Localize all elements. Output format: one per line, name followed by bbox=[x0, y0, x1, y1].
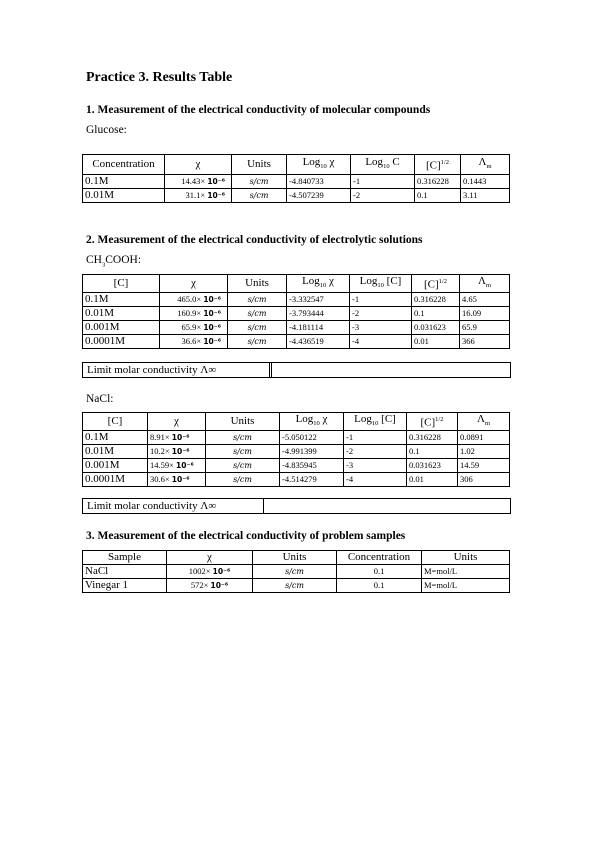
header-conc-units: Units bbox=[422, 551, 510, 565]
cell-chi: 160.9× 10⁻⁶ bbox=[160, 307, 228, 321]
cell-chi: 65.9× 10⁻⁶ bbox=[160, 321, 228, 335]
cell-lambda: 0.1443 bbox=[461, 175, 510, 189]
table-header-row bbox=[83, 275, 510, 293]
cell-lambda: 65.9 bbox=[460, 321, 510, 335]
cell-conc: 0.1M bbox=[83, 175, 165, 189]
table-row bbox=[83, 579, 510, 593]
cell-sqrt: 0.316228 bbox=[407, 431, 458, 445]
cell-lambda: 4.65 bbox=[460, 293, 510, 307]
cell-lambda: 1.02 bbox=[458, 445, 510, 459]
cell-sqrt: 0.316228 bbox=[412, 293, 460, 307]
cell-conc: 0.001M bbox=[83, 321, 160, 335]
cell-chi: 572× 10⁻⁶ bbox=[167, 579, 253, 593]
cell-unit: s/cm bbox=[253, 579, 337, 593]
header-chi: χ bbox=[167, 551, 253, 565]
table-row bbox=[83, 293, 510, 307]
cell-unit: s/cm bbox=[232, 189, 287, 203]
cell-conc: 0.001M bbox=[83, 459, 148, 473]
cell-log-c: -2 bbox=[351, 189, 415, 203]
header-concentration: Concentration bbox=[337, 551, 422, 565]
header-units: Units bbox=[253, 551, 337, 565]
table-row bbox=[83, 473, 510, 487]
limit-value-field[interactable] bbox=[265, 499, 510, 513]
cell-unit: s/cm bbox=[228, 307, 287, 321]
cell-log-chi: -3.332547 bbox=[287, 293, 350, 307]
table-row bbox=[83, 335, 510, 349]
table-header-row bbox=[83, 155, 510, 175]
table-row bbox=[83, 445, 510, 459]
header-units: Units bbox=[232, 155, 287, 175]
glucose-label: Glucose: bbox=[86, 124, 127, 136]
cell-conc-unit: M=mol/L bbox=[422, 565, 510, 579]
section2-heading: 2. Measurement of the electrical conductivity of electrolytic solutions bbox=[86, 234, 423, 246]
header-chi: χ bbox=[160, 275, 228, 293]
cell-conc: 0.1M bbox=[83, 293, 160, 307]
cell-lambda: 14.59 bbox=[458, 459, 510, 473]
header-concentration: Concentration bbox=[83, 155, 165, 175]
header-log-chi: Log$_{10}$ χ bbox=[280, 413, 344, 431]
cell-chi: 1002× 10⁻⁶ bbox=[167, 565, 253, 579]
header-log-c: Log$_{10}$ [C] bbox=[344, 413, 407, 431]
header-log-chi: Log$_{10}$ χ bbox=[287, 275, 350, 293]
cell-chi: 465.0× 10⁻⁶ bbox=[160, 293, 228, 307]
cell-log-c: -1 bbox=[350, 293, 412, 307]
cell-log-c: -2 bbox=[350, 307, 412, 321]
cell-log-c: -4 bbox=[350, 335, 412, 349]
ch3cooh-table bbox=[82, 274, 510, 349]
header-lambda: $\Lambda_m$ bbox=[460, 275, 510, 293]
cell-conc: 0.1 bbox=[337, 565, 422, 579]
table-header-row bbox=[83, 551, 510, 565]
cell-unit: s/cm bbox=[228, 335, 287, 349]
cell-log-c: -3 bbox=[350, 321, 412, 335]
table-row bbox=[83, 459, 510, 473]
cell-sqrt: 0.1 bbox=[407, 445, 458, 459]
header-chi: χ bbox=[148, 413, 206, 431]
cell-conc: 0.01M bbox=[83, 445, 148, 459]
limit-label: Limit molar conductivity Λ∞ bbox=[83, 499, 264, 513]
header-sqrt-c: $[C]^{1/2}$ bbox=[415, 155, 461, 175]
cell-unit: s/cm bbox=[206, 473, 280, 487]
section1-heading: 1. Measurement of the electrical conductivity of molecular compounds bbox=[86, 104, 431, 116]
header-units: Units bbox=[228, 275, 287, 293]
cell-log-chi: -4.507239 bbox=[287, 189, 351, 203]
cell-log-chi: -4.436519 bbox=[287, 335, 350, 349]
cell-lambda: 306 bbox=[458, 473, 510, 487]
limit-conductivity-ch3cooh bbox=[82, 362, 511, 378]
table-row bbox=[83, 431, 510, 445]
cell-log-chi: -4.181114 bbox=[287, 321, 350, 335]
cell-unit: s/cm bbox=[206, 431, 280, 445]
header-sample: Sample bbox=[83, 551, 167, 565]
header-conc: [C] bbox=[83, 413, 148, 431]
cell-chi: 14.59× 10⁻⁶ bbox=[148, 459, 206, 473]
cell-log-c: -2 bbox=[344, 445, 407, 459]
cell-log-chi: -3.793444 bbox=[287, 307, 350, 321]
cell-conc: 0.01M bbox=[83, 307, 160, 321]
cell-sqrt: 0.031623 bbox=[407, 459, 458, 473]
cell-chi: 8.91× 10⁻⁶ bbox=[148, 431, 206, 445]
page-title: Practice 3. Results Table bbox=[86, 70, 233, 85]
header-log-c: Log$_{10}$ C bbox=[351, 155, 415, 175]
table-row bbox=[83, 307, 510, 321]
table-row bbox=[83, 189, 510, 203]
cell-conc: 0.01M bbox=[83, 189, 165, 203]
cell-sqrt: 0.1 bbox=[412, 307, 460, 321]
cell-log-c: -1 bbox=[344, 431, 407, 445]
cell-sqrt: 0.01 bbox=[407, 473, 458, 487]
cell-chi: 30.6× 10⁻⁶ bbox=[148, 473, 206, 487]
header-sqrt-c: $[C]^{1/2}$ bbox=[407, 413, 458, 431]
table-header-row bbox=[83, 413, 510, 431]
cell-unit: s/cm bbox=[253, 565, 337, 579]
cell-unit: s/cm bbox=[206, 459, 280, 473]
cell-conc: 0.0001M bbox=[83, 473, 148, 487]
header-lambda: $\Lambda_m$ bbox=[458, 413, 510, 431]
cell-sqrt: 0.01 bbox=[412, 335, 460, 349]
cell-lambda: 3.11 bbox=[461, 189, 510, 203]
cell-log-chi: -4.835945 bbox=[280, 459, 344, 473]
cell-sample: NaCl bbox=[83, 565, 167, 579]
section3-heading: 3. Measurement of the electrical conductivity of problem samples bbox=[86, 530, 406, 542]
cell-unit: s/cm bbox=[228, 293, 287, 307]
cell-lambda: 16.09 bbox=[460, 307, 510, 321]
header-units: Units bbox=[206, 413, 280, 431]
table-row bbox=[83, 175, 510, 189]
problem-samples-table bbox=[82, 550, 510, 593]
cell-conc: 0.0001M bbox=[83, 335, 160, 349]
cell-log-c: -4 bbox=[344, 473, 407, 487]
cell-conc: 0.1M bbox=[83, 431, 148, 445]
cell-unit: s/cm bbox=[206, 445, 280, 459]
cell-sqrt: 0.316228 bbox=[415, 175, 461, 189]
cell-lambda: 366 bbox=[460, 335, 510, 349]
header-log-c: Log$_{10}$ [C] bbox=[350, 275, 412, 293]
nacl-label: NaCl: bbox=[86, 393, 114, 405]
header-lambda: $\Lambda_m$ bbox=[461, 155, 510, 175]
nacl-table bbox=[82, 412, 510, 487]
cell-log-chi: -4.514279 bbox=[280, 473, 344, 487]
header-chi: χ bbox=[165, 155, 232, 175]
cell-chi: 31.1× 10⁻⁶ bbox=[165, 189, 232, 203]
table-row bbox=[83, 565, 510, 579]
ch3cooh-label: $CH_3COOH$: bbox=[86, 254, 142, 269]
glucose-table bbox=[82, 154, 510, 203]
header-log-chi: Log$_{10}$ χ bbox=[287, 155, 351, 175]
header-conc: [C] bbox=[83, 275, 160, 293]
header-sqrt-c: $[C]^{1/2}$ bbox=[412, 275, 460, 293]
cell-chi: 10.2× 10⁻⁶ bbox=[148, 445, 206, 459]
cell-sqrt: 0.1 bbox=[415, 189, 461, 203]
cell-conc: 0.1 bbox=[337, 579, 422, 593]
cell-sqrt: 0.031623 bbox=[412, 321, 460, 335]
cell-unit: s/cm bbox=[232, 175, 287, 189]
cell-unit: s/cm bbox=[228, 321, 287, 335]
table-row bbox=[83, 321, 510, 335]
limit-conductivity-nacl bbox=[82, 498, 511, 514]
cell-sample: Vinegar 1 bbox=[83, 579, 167, 593]
cell-chi: 36.6× 10⁻⁶ bbox=[160, 335, 228, 349]
cell-log-c: -3 bbox=[344, 459, 407, 473]
limit-label: Limit molar conductivity Λ∞ bbox=[83, 363, 270, 377]
cell-log-chi: -4.840733 bbox=[287, 175, 351, 189]
cell-chi: 14.43× 10⁻⁶ bbox=[165, 175, 232, 189]
cell-lambda: 0.0891 bbox=[458, 431, 510, 445]
cell-log-c: -1 bbox=[351, 175, 415, 189]
limit-value-field[interactable] bbox=[271, 363, 508, 377]
cell-conc-unit: M=mol/L bbox=[422, 579, 510, 593]
cell-log-chi: -4.991399 bbox=[280, 445, 344, 459]
cell-log-chi: -5.050122 bbox=[280, 431, 344, 445]
